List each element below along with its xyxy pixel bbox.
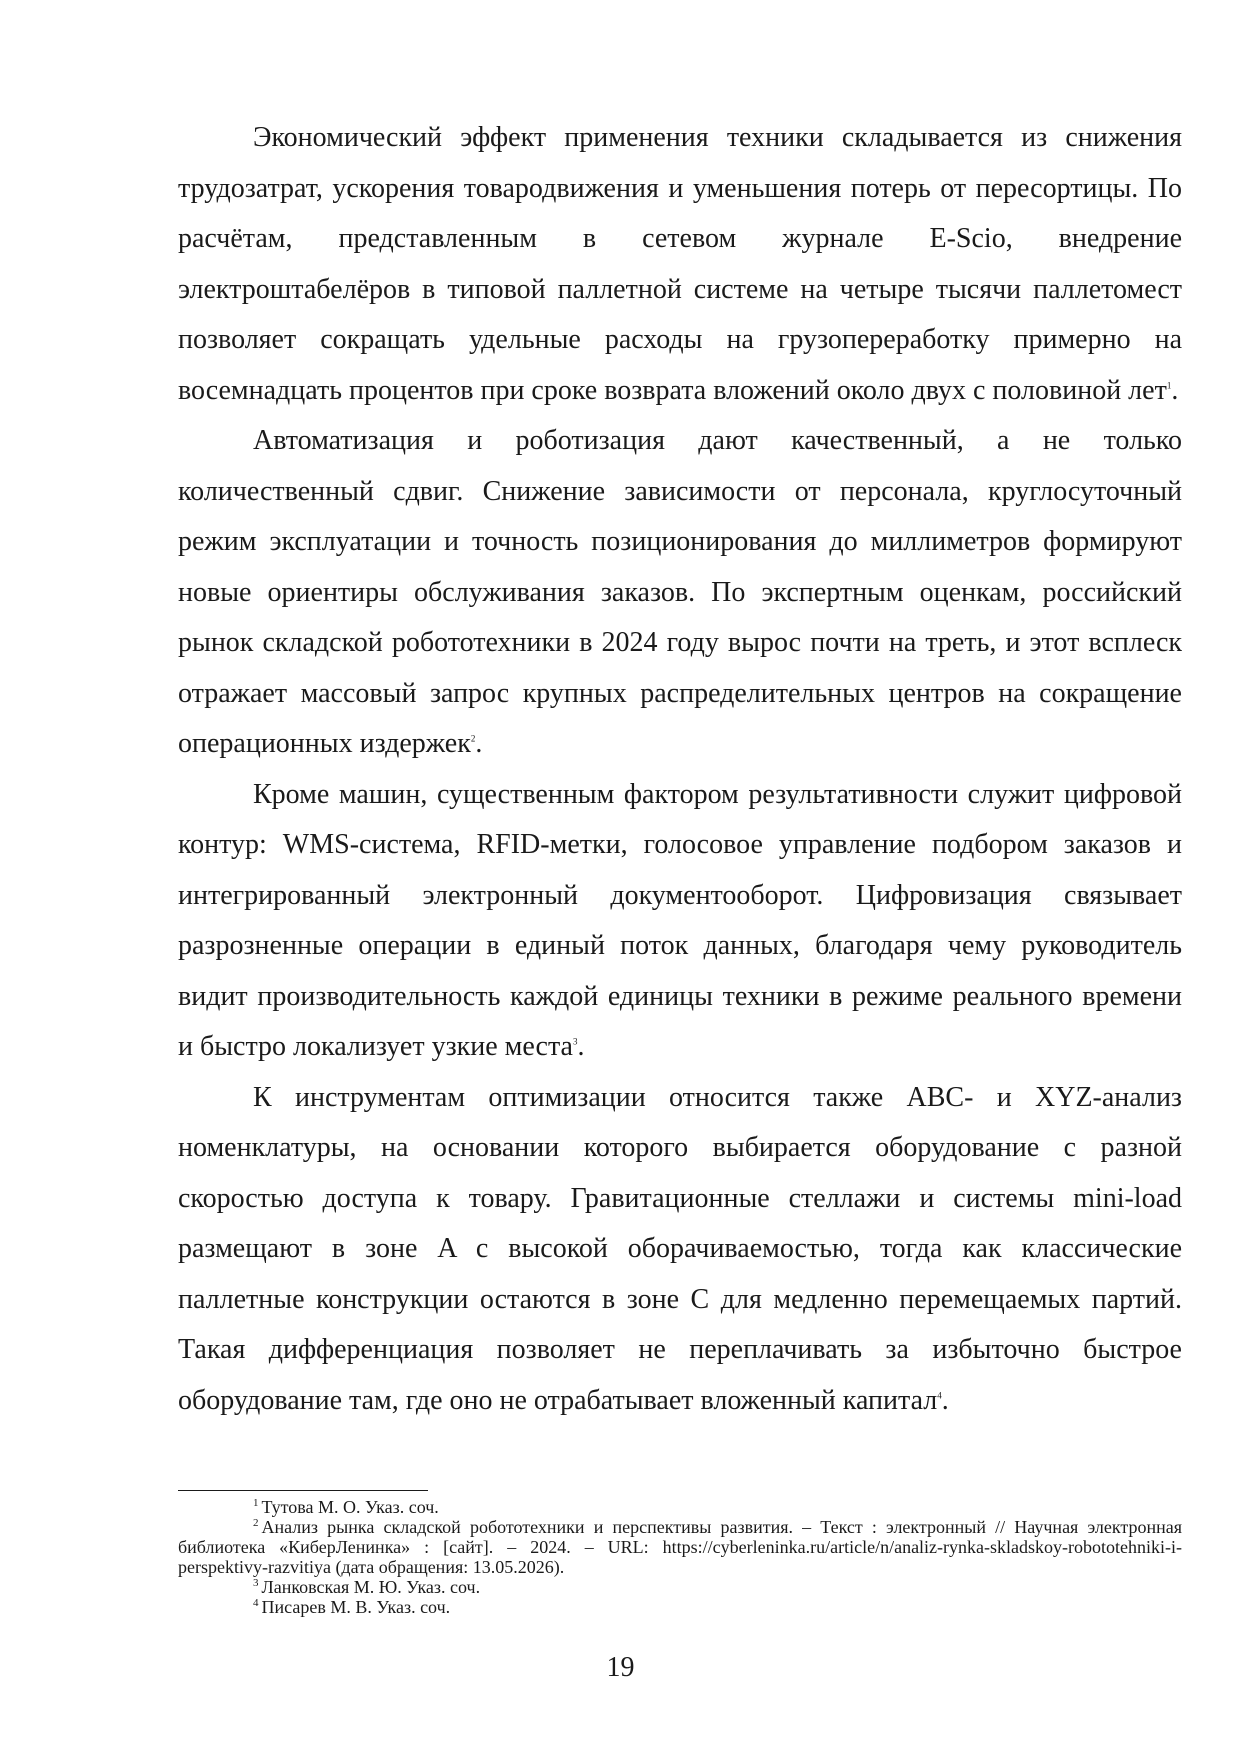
paragraph-4 (178, 1073, 1182, 1427)
footnote-text-4: Писарев М. В. Указ. соч. (261, 1597, 451, 1617)
footnote-2 (178, 1517, 1182, 1577)
footnote-number-2: 2 (253, 1517, 259, 1529)
footnotes (178, 1497, 1182, 1617)
footnote-number-1: 1 (253, 1497, 259, 1509)
footnote-ref-3[interactable]: 3 (572, 1036, 578, 1047)
page-body (178, 113, 1182, 1426)
footnote-separator (178, 1490, 428, 1491)
paragraph-3-text: Кроме машин, существенным фактором результативности служит цифровой контур: WMS-система, RFID-метки, голосовое управление подбором заказов и интегрированный электронный документооборот. Цифровизация связывает разрозненные операции в единый поток данных, благодаря чему руководитель видит производительность каждой единицы техники в режиме реального времени и быстро локализует узкие места (178, 778, 1182, 1062)
footnote-ref-1[interactable]: 1 (1166, 380, 1172, 391)
paragraph-3 (178, 770, 1182, 1073)
footnote-text-1: Тутова М. О. Указ. соч. (261, 1497, 439, 1517)
paragraph-2-text: Автоматизация и роботизация дают качественный, а не только количественный сдвиг. Снижение зависимости от персонала, круглосуточный режим эксплуатации и точность позиционирования до миллиметров формируют новые ориентиры обслуживания заказов. По экспертным оценкам, российский рынок складской робототехники в 2024 году вырос почти на треть, и этот всплеск отражает массовый запрос крупных распределительных центров на сокращение операционных издержек (178, 425, 1182, 759)
footnote-ref-2[interactable]: 2 (470, 733, 476, 744)
paragraph-2-end: . (475, 728, 483, 759)
paragraph-2 (178, 416, 1182, 770)
footnote-number-3: 3 (253, 1577, 259, 1589)
paragraph-1-end: . (1171, 374, 1179, 406)
footnote-1 (178, 1497, 1182, 1517)
paragraph-3-end: . (577, 1031, 585, 1062)
footnote-3 (178, 1577, 1182, 1597)
paragraph-4-end: . (941, 1384, 949, 1416)
footnote-ref-4[interactable]: 4 (937, 1390, 942, 1401)
paragraph-4-text: К инструментам оптимизации относится также ABC- и XYZ-анализ номенклатуры, на основании которого выбирается оборудование с разной скоростью доступа к товару. Гравитационные стеллажи и системы mini-load размещают в зоне A с высокой оборачиваемостью, тогда как классические паллетные конструкции остаются в зоне C для медленно перемещаемых партий. Такая дифференциация позволяет не переплачивать за избыточно быстрое оборудование там, где оно не отрабатывает вложенный капитал (178, 1081, 1182, 1416)
footnote-text-3: Ланковская М. Ю. Указ. соч. (261, 1577, 481, 1597)
paragraph-1-text: Экономический эффект применения техники складывается из снижения трудозатрат, ускорения товародвижения и уменьшения потерь от пересортицы. По расчётам, представленным в сетевом журнале E-Scio, внедрение электроштабелёров в типовой паллетной системе на четыре тысячи паллетомест позволяет сокращать удельные расходы на грузопереработку примерно на восемнадцать процентов при сроке возврата вложений около двух с половиной лет (178, 122, 1182, 406)
paragraph-1 (178, 113, 1182, 416)
footnote-4 (178, 1597, 1182, 1617)
footnote-number-4: 4 (253, 1597, 259, 1609)
footnote-text-2[interactable]: Анализ рынка складской робототехники и перспективы развития. – Текст : электронный // Научная электронная библиотека «КиберЛенинка» : [сайт]. – 2024. – URL: https://cyberleninka.ru/article/n/analiz-rynka-skladskoy-robototehniki-i-perspektivy-razvitiya (дата обращения: 13.05.2026). (178, 1517, 1182, 1577)
page-number: 19 (606, 1652, 635, 1683)
